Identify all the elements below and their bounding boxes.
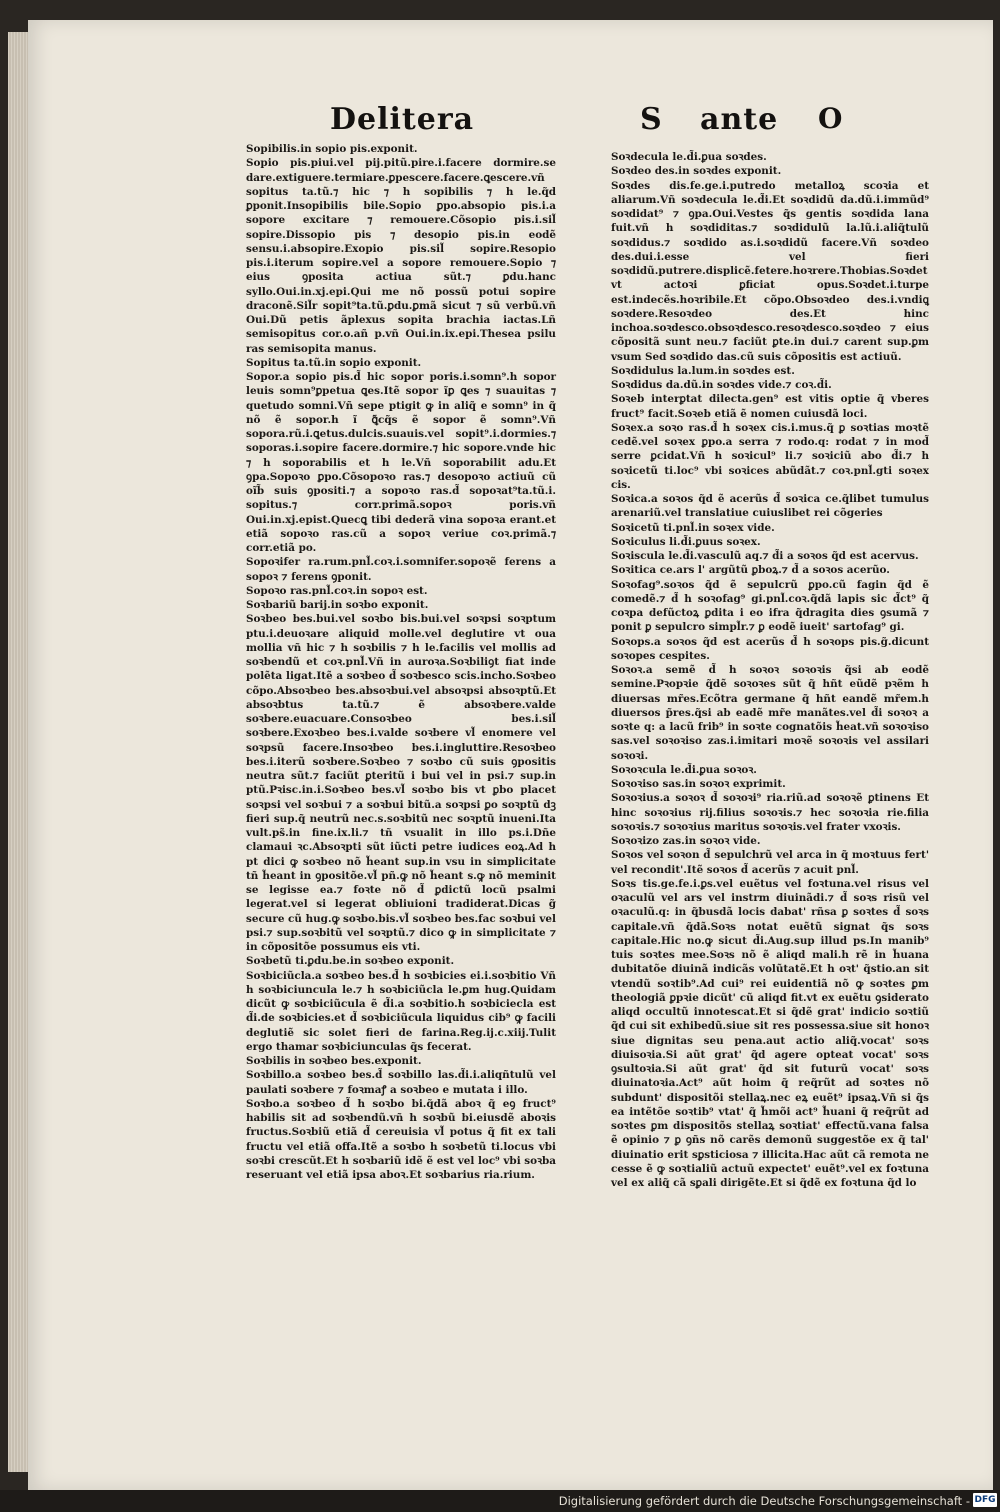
dictionary-entry: Soꝛbariũ barij.in soꝛbo exponit. xyxy=(246,599,429,611)
dictionary-entry: Soꝛoꝛcula le.d̃i.ꝑua soꝛoꝛ. xyxy=(611,763,757,776)
dictionary-entry: Sopibilis.in sopio pis.exponit. xyxy=(246,143,418,155)
dictionary-entry: Soꝛops.a soꝛos q̃d est acerũs d̃ h soꝛops pis.g̃.dicunt soꝛopes cespites. xyxy=(611,635,929,662)
dfg-logo: DFG xyxy=(974,1495,996,1505)
dictionary-entry: Soꝛicetũ ti.pnl̃.in soꝛex vide. xyxy=(611,521,775,534)
dictionary-entry: Soꝛdeo des.in soꝛdes exponit. xyxy=(611,165,782,178)
dictionary-entry: Soꝛiculus li.d̃i.ꝑuus soꝛex. xyxy=(611,535,761,548)
dictionary-entry: Sopio pis.piui.vel pij.pitũ.pire.i.facere dormire.se dare.extiguere.termiare.ꝑpescere.facere.ꝗescere.vñ sopitus ta.tũ.⁊ hic ⁊ h sopibilis ⁊ h le.q̃d ꝑponit.Insopibilis bile.Sopio ꝑpo.absopio pis.i.a sopore excitare ⁊ remouere.Cõsopio pis.i.sil̃ sopire.Dissopio pis ⁊ desopio pis.in eodẽ sensu.i.absopire.Exopio pis.sil̃ sopire.Resopio pis.i.iterum sopire.vel a sopore remouere.Sopio ⁊ eius ꝯposita actiua sũt.⁊ ꝑdu.hanc syllo.Oui.in.xj.epi.Qui me nõ possũ potui sopire draconẽ.Sil̃r sopit⁹ta.tũ.ꝑdu.ꝑmã sicut ⁊ sũ verbũ.vñ Oui.Dũ petis ãplexus sopita brachia iactas.Lñ semisopitus cor.o.añ p.vñ Oui.in.ix.epi.Thesea psilu ras semisopita manus. xyxy=(246,157,556,355)
dictionary-entry: Soꝛdes dis.fe.ge.i.putredo metalloꝝ scoꝛia et aliarum.Vñ soꝛdecula le.d̃i.Et soꝛdidũ da.dũ.i.immũd⁹ soꝛdidat⁹ ⁊ ꝯpa.Oui.Vestes q̃s gentis soꝛdida lana fuit.vñ h soꝛdiditas.⁊ soꝛdidulũ la.lũ.i.aliq̃tulũ soꝛdidus.⁊ soꝛdido as.i.soꝛdidũ facere.Vñ soꝛdeo des.dui.i.esse vel fieri soꝛdidũ.putrere.displicẽ.fetere.hoꝛrere.Thobias.Soꝛdet vt actoꝛi ꝑficiat opus.Soꝛdet.i.turpe est.indecẽs.hoꝛribile.Et cõpo.Obsoꝛdeo des.i.vndiꝗ soꝛdere.Resoꝛdeo des.Et hinc inchoa.soꝛdesco.obsoꝛdesco.resoꝛdesco.soꝛdeo ⁊ eius cõpositã sunt neu.⁊ faciũt ꝑte.in dui.⁊ carent sup.ꝑm vsum Sed soꝛdido das.cũ suis cõpositis est actiuũ. xyxy=(611,179,929,363)
dictionary-entry: Soꝛbetũ ti.ꝑdu.be.in soꝛbeo exponit. xyxy=(246,955,455,968)
dictionary-entry: Soꝛbiciũcla.a soꝛbeo bes.d̃ h soꝛbicies ei.i.soꝛbitio Vñ h soꝛbiciuncula le.⁊ h soꝛbiciũcla le.ꝑm hug.Quidam dicũt ꝙ soꝛbiciũcula ẽ d̃i.a soꝛbitio.h soꝛbiciecla est d̃i.de soꝛbicies.et d̃ soꝛbiciũcula liquidus cib⁹ ꝙ facili deglutiẽ sic solet fieri de farina.Reg.ij.c.xiij.Tulit ergo thamar soꝛbiciunculas q̃s fecerat. xyxy=(246,969,556,1053)
dictionary-entry: Soꝛdidulus la.lum.in soꝛdes est. xyxy=(611,364,795,377)
dictionary-entry: Sopoꝛifer ra.rum.pnl̃.coꝛ.i.somnifer.sopoꝛẽ ferens a sopoꝛ ⁊ ferens ꝯponit. xyxy=(246,556,556,583)
dictionary-entry: Soꝛbillo.a soꝛbeo bes.d̃ soꝛbillo las.d̃i.i.aliqñtulũ vel paulati soꝛbere ⁊ foꝛmaꝭ a soꝛbeo e mutata i illo. xyxy=(246,1069,556,1096)
dictionary-entry: Sopoꝛo ras.pnl̃.coꝛ.in sopoꝛ est. xyxy=(246,584,428,597)
dictionary-entry: Soꝛbo.a soꝛbeo d̃ h soꝛbo bi.q̃dã aboꝛ q̃ eꝯ fruct⁹ habilis sit ad soꝛbendũ.vñ h soꝛbũ bi.eiusdẽ aboꝛis fructus.Soꝛbiũ etiã d̃ cereuisia vl̃ potus q̃ fit ex tali fructu vel etiã offa.Itẽ a soꝛbo h soꝛbetũ ti.locus vbi soꝛbi crescũt.Et h soꝛbariũ idẽ ẽ est vel loc⁹ vbi soꝛba reseruant vel etiã ipsa aboꝛ.Et soꝛbarius ria.rium. xyxy=(246,1097,556,1181)
dictionary-entry: Soꝛdecula le.d̃i.ꝑua soꝛdes. xyxy=(611,151,767,163)
right-text-column xyxy=(611,150,929,1190)
dictionary-entry: Soꝛoꝛizo zas.in soꝛoꝛ vide. xyxy=(611,835,761,847)
dictionary-entry: Sopor.a sopio pis.d̃ hic sopor poris.i.somn⁹.h sopor leuis somn⁹ꝑpetua ꝗes.Itẽ sopor ĩꝑ ꝗes ⁊ suauitas ⁊ quetudo somni.Vñ sepe ptigit ꝙ in aliq̃ e somn⁹ in q̃ nõ ẽ sopor.h ĩ ꝗ̃cq̃s ẽ sopor ẽ somn⁹.Vñ sopora.rũ.i.ꝗetus.dulcis.suauis.vel sopit⁹.i.dormies.⁊ soporas.i.sopire facere.dormire.⁊ hic sopore.vnde hic ⁊ h soporabilis et h le.Vñ soporabilit adu.Et ꝯpa.Sopoꝛo ꝑpo.Cõsopoꝛo ras.⁊ desopoꝛo actiuũ cũ oĩb̃ suis ꝯpositi.⁊ a sopoꝛo ras.d̃ sopoꝛat⁹ta.tũ.i. sopitus.⁊ corr.primã.sopoꝛ poris.vñ Oui.in.xj.epist.Quecꝗ tibi dederã vina sopoꝛa erant.et etiã sopoꝛo ras.cũ a sopoꝛ veriue coꝛ.primã.⁊ corr.etiã po. xyxy=(246,371,556,554)
dictionary-entry: Soꝛoꝛius.a soꝛoꝛ d̃ soꝛoꝛi⁹ ria.riũ.ad soꝛoꝛẽ ꝑtinens Et hinc soꝛoꝛius rij.filius soꝛoꝛis.⁊ hec soꝛoꝛia rie.filia soꝛoꝛis.⁊ soꝛoꝛius maritus soꝛoꝛis.vel frater vxoꝛis. xyxy=(611,792,929,833)
left-text-column xyxy=(246,142,556,1182)
dictionary-entry: Sopitus ta.tũ.in sopio exponit. xyxy=(246,356,422,369)
dictionary-entry: Soꝛeb interꝑtat dilecta.gen⁹ est vitis optie q̃ vberes fruct⁹ facit.Soꝛeb etiã ẽ nomen cuiusdã loci. xyxy=(611,393,929,420)
dictionary-entry: Soꝛdidus da.dũ.in soꝛdes vide.⁊ coꝛ.d̃i. xyxy=(611,379,832,391)
footer-bar xyxy=(0,1490,1000,1512)
dictionary-entry: Soꝛiscula le.d̃i.vasculũ aq.⁊ d̃i a soꝛos q̃d est acervus. xyxy=(611,550,919,562)
dictionary-entry: Soꝛex.a soꝛo ras.d̃ h soꝛex cis.i.mus.q̃ ꝑ soꝛtias moꝛtẽ cedẽ.vel soꝛex ꝑpo.a serra ⁊ rodo.q: rodat ⁊ in mod̃ serre ꝑcidat.Vñ h soꝛicul⁹ li.⁊ soꝛiciũ abo d̃i.⁊ h soꝛicetũ ti.loc⁹ vbi soꝛices abũdãt.⁊ coꝛ.pnl̃.gti soꝛex cis. xyxy=(611,421,929,491)
footer-funding-text: Digitalisierung gefördert durch die Deutsche Forschungsgemeinschaft - xyxy=(558,1494,970,1508)
dictionary-entry: Soꝛitica ce.ars l' argũtũ ꝑboꝝ.⁊ d̃ a soꝛos acerũo. xyxy=(611,564,890,577)
dictionary-entry: Soꝛoꝛiso sas.in soꝛoꝛ exprimit. xyxy=(611,778,786,790)
running-head-left: Delitera xyxy=(330,102,475,137)
dictionary-entry: Soꝛos vel soꝛon d̃ sepulchrũ vel arca in q̃ moꝛtuus fert' vel recondit'.Itẽ soꝛos d̃ acerũs ⁊ acuit pnl̃. xyxy=(611,849,929,876)
dictionary-entry: Soꝛs tis.ge.fe.i.ꝑs.vel euẽtus vel foꝛtuna.vel risus vel oꝛaculũ vel ars vel instrm diuinãdi.⁊ d̃ soꝛs risũ vel oꝛaculũ.q: in q̃busdã locis dabat' rñsa ꝑ soꝛtes d̃ soꝛs capitale.vñ q̃dã.Soꝛs notat euẽtũ signat q̃s soꝛs capitale.Hic no.ꝙ sicut d̃i.Aug.sup illud ps.In manib⁹ tuis soꝛtes mee.Soꝛs nõ ẽ aliqd mali.h rẽ in h̃uana dubitatõe diuinã indicãs volũtatẽ.Et h oꝛt' q̃stio.an sit vtendũ soꝛtib⁹.Ad cui⁹ rei euidentiã nõ ꝙ soꝛtes ꝑm theologiã ꝑpꝛie dicũt' cũ aliqd fit.vt ex euẽtu ꝯsiderato aliqd occultũ innotescat.Et si q̃dẽ grat' indicio soꝛtiũ q̃d cui sit exhibedũ.siue sit res possessa.siue sit honoꝛ siue dignitas seu pena.aut actio aliq̃.vocat' soꝛs diuisoꝛia.Si aũt grat' q̃d agere opteat vocat' soꝛs ꝯsultoꝛia.Si aũt grat' q̃d sit futurũ vocat' soꝛs diuinatoꝛia.Act⁹ aũt hoim q̃ req̃rũt ad soꝛtes nõ subdunt' dispositõi stellaꝝ.nec eꝝ euẽt⁹ ipsaꝝ.Vñ si q̃s ea intẽtõe soꝛtib⁹ vtat' q̃ h̃mõi act⁹ h̃uani q̃ req̃rũt ad soꝛtes ꝑm dispositõs stellaꝝ soꝛtiat' effectũ.vana falsa ẽ opinio ⁊ ꝑ ꝯñs nõ carẽs demonũ suggestõe ex q̃ tal' diuinatio erit sꝑsticiosa ⁊ illicita.Hac aũt cã remota ne cesse ẽ ꝙ soꝛtialiũ actuũ expectet' euẽt⁹.vel ex foꝛtuna vel ex aliq̃ cã sꝑali dirigẽte.Et si q̃dẽ ex foꝛtuna q̃d lo xyxy=(611,877,929,1189)
dictionary-entry: Soꝛbilis in soꝛbeo bes.exponit. xyxy=(246,1055,422,1067)
running-head-end-letter: O xyxy=(818,102,844,135)
dictionary-entry: Soꝛofag⁹.soꝛos q̃d ẽ sepulcrũ ꝑpo.cũ fagin q̃d ẽ comedẽ.⁊ d̃ h soꝛofag⁹ gi.pnl̃.coꝛ.q̃dã lapis sic d̃ct⁹ q̃ coꝛpa defũctoꝝ ꝑdita i eo ifra q̃dragita dies ꝯsumã ⁊ ponit ꝑ sepulcro simpl̃r.⁊ ꝑ eodẽ iueit' sartofag⁹ gi. xyxy=(611,578,929,634)
dictionary-entry: Soꝛoꝛ.a semẽ d̃ h soꝛoꝛ soꝛoꝛis q̃si ab eodẽ semine.Pꝛopꝛie q̃dẽ soꝛoꝛes sũt q̃ hñt eũdẽ pꝛẽm h diuersas mr̃es.Ecõtra germane q̃ hñt eandẽ mr̃em.h diuersos p̃res.q̃si ab eadẽ mr̃e manãtes.vel d̃i soꝛoꝛ a soꝛte q: a lacũ frib⁹ in soꝛte cognatõis h̃eat.vñ soꝛoꝛiso sas.vel soꝛoꝛiso zas.i.imitari moꝛẽ soꝛoꝛis vel assilari soꝛoꝛi. xyxy=(611,664,929,762)
running-head-letter: S xyxy=(640,102,663,137)
dictionary-entry: Soꝛbeo bes.bui.vel soꝛbo bis.bui.vel soꝛpsi soꝛptum ptu.i.deuoꝛare aliquid molle.vel deglutire vt oua mollia vñ hic ⁊ h soꝛbilis ⁊ h le.facilis vel mollis ad soꝛbendũ et coꝛ.pnl̃.Vñ in auroꝛa.Soꝛbiliꝯt fiat inde polẽta ligat.Itẽ a soꝛbeo d̃ soꝛbesco scis.incho.Soꝛbeo cõpo.Absoꝛbeo bes.absoꝛbui.vel absoꝛpsi absoꝛptũ.Et absoꝛbtus ta.tũ.⁊ ẽ absoꝛbere.valde soꝛbere.euacuare.Consoꝛbeo bes.i.sil̃ soꝛbere.Exoꝛbeo bes.i.valde soꝛbere vl̃ enomere vel soꝛpsũ facere.Insoꝛbeo bes.i.ingluttire.Resoꝛbeo bes.i.iterũ soꝛbere.Soꝛbeo ⁊ soꝛbo cũ suis ꝯpositis neutra sũt.⁊ faciũt ꝑteritũ i bui vel in psi.⁊ sup.in ptũ.Pꝛisc.in.i.Soꝛbeo bes.vl̃ soꝛbo bis vt ꝑbo placet soꝛpsi vel soꝛbui ⁊ a soꝛbui bitũ.a soꝛpsi ꝑo soꝛptũ dꝫ fieri sup.q̃ neutrũ nec.s.soꝛbitũ nec soꝛptũ inueni.Ita vult.ps̃.in fine.ix.li.⁊ tñ vsualit in illo ps.i.Dñe clamaui ꝛc.Absoꝛpti sũt iũcti petre iudices eoꝝ.Ad h pt dici ꝙ soꝛbeo nõ h̃eant sup.in vsu in simplicitate tñ h̃eant in ꝯpositõe.vl̃ pñ.ꝙ nõ h̃eant s.ꝙ nõ meminit se legisse ea.⁊ foꝛte nõ d̃ ꝑdictũ locũ psalmi legerat.vel si legerat obliuioni tradiderat.Dicas g̃ secure cũ hug.ꝙ soꝛbo.bis.vl̃ soꝛbeo bes.fac soꝛbui vel psi.⁊ sup.soꝛbitũ vel soꝛptũ.⁊ dico ꝙ in simplicitate ⁊ in cõpositõe possumus eis vti. xyxy=(246,613,556,953)
running-head-right: ante xyxy=(700,102,779,137)
dictionary-entry: Soꝛica.a soꝛos q̃d ẽ acerũs d̃ soꝛica ce.q̃libet tumulus arenariũ.vel translatiue cuiuslibet rei cõgeries xyxy=(611,493,929,520)
